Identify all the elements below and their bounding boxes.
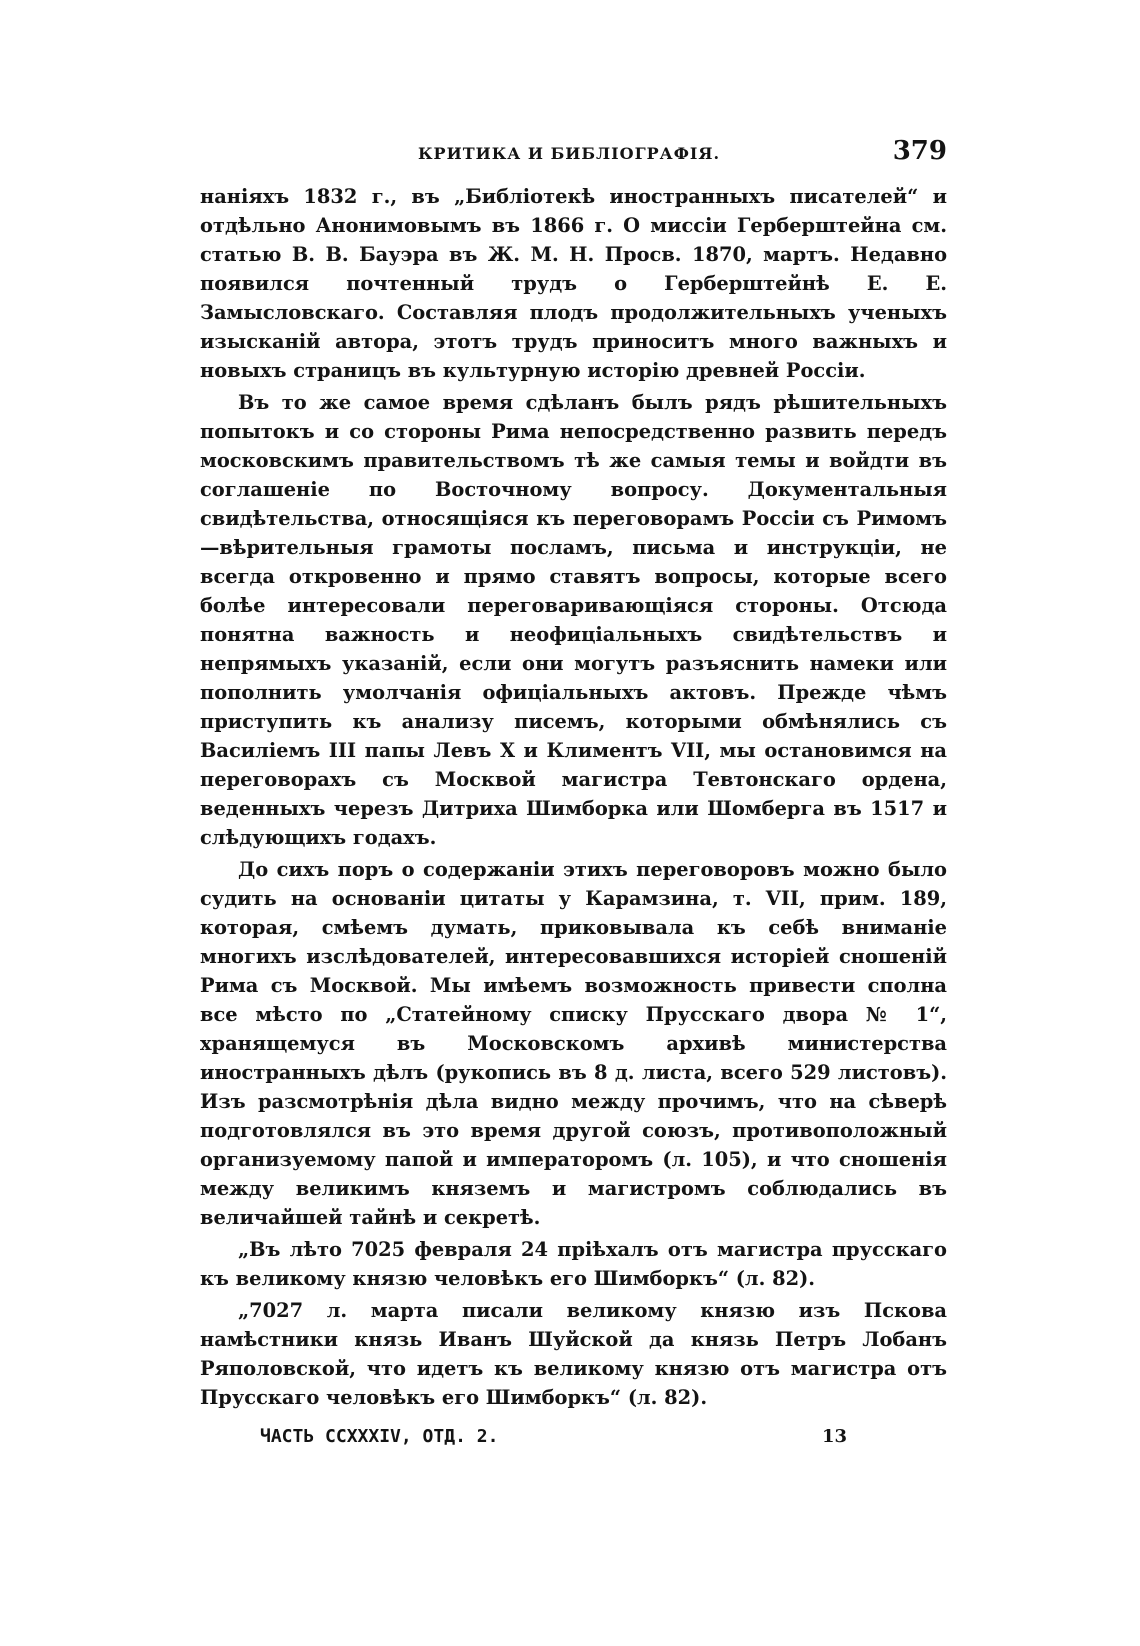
page-footer	[200, 1420, 947, 1452]
paragraph-rome-negotiations: Въ то же самое время сдѣланъ былъ рядъ рѣшительныхъ попытокъ и со стороны Рима непосредственно развить передъ московскимъ правительствомъ тѣ же самыя темы и войдти въ соглашеніе по Восточному вопросу. Документальныя свидѣтельства, относящіяся къ переговорамъ Россіи съ Римомъ—вѣрительныя грамоты посламъ, письма и инструкціи, не всегда откровенно и прямо ставятъ вопросы, которые всего болѣе интересовали переговаривающіяся стороны. Отсюда понятна важность и неофиціальныхъ свидѣтельствъ и непрямыхъ указаній, если они могутъ разъяснить намеки или пополнить умолчанія офиціальныхъ актовъ. Прежде чѣмъ приступить къ анализу писемъ, которыми обмѣнялись съ Василіемъ III папы Левъ X и Климентъ VII, мы остановимся на переговорахъ съ Москвой магистра Тевтонскаго ордена, веденныхъ черезъ Дитриха Шимборка или Шомберга въ 1517 и слѣдующихъ годахъ.	[200, 391, 947, 849]
page-body	[200, 130, 947, 1452]
paragraph-quote-7027: „7027 л. марта писали великому князю изъ Пскова намѣстники князь Иванъ Шуйской да князь Петръ Лобанъ Ряполовской, что идетъ къ великому князю отъ магистра отъ Прусскаго человѣкъ его Шимборкъ“ (л. 82).	[200, 1299, 947, 1409]
paragraph-karamzin-citation: До сихъ поръ о содержаніи этихъ переговоровъ можно было судить на основаніи цитаты у Карамзина, т. VII, прим. 189, которая, смѣемъ думать, приковывала къ себѣ вниманіе многихъ изслѣдователей, интересовавшихся исторіей сношеній Рима съ Москвой. Мы имѣемъ возможность привести сполна все мѣсто по „Статейному списку Прусскаго двора № 1“, хранящемуся въ Московскомъ архивѣ министерства иностранныхъ дѣлъ (рукопись въ 8 д. листа, всего 529 листовъ). Изъ разсмотрѣнія дѣла видно между прочимъ, что на сѣверѣ подготовлялся въ это время другой союзъ, противоположный организуемому папой и императоромъ (л. 105), и что сношенія между великимъ княземъ и магистромъ соблюдались въ величайшей тайнѣ и секретѣ.	[200, 858, 947, 1229]
running-head	[200, 130, 947, 170]
footer-signature: ЧАСТЬ CCXXXIV, ОТД. 2.	[260, 1426, 499, 1447]
running-head-title: КРИТИКА И БИБЛІОГРАФІЯ.	[418, 144, 721, 163]
page-number: 379	[892, 136, 947, 166]
footer-sheet-number: 13	[822, 1426, 848, 1447]
paragraph-quote-7025: „Въ лѣто 7025 февраля 24 пріѣхалъ отъ магистра прусскаго къ великому князю человѣкъ его Шимборкъ“ (л. 82).	[200, 1238, 947, 1290]
paragraph-continuation: наніяхъ 1832 г., въ „Библіотекѣ иностранныхъ писателей“ и отдѣльно Анонимовымъ въ 1866 г. О миссіи Герберштейна см. статью В. В. Бауэра въ Ж. М. Н. Просв. 1870, мартъ. Недавно появился почтенный трудъ о Герберштейнѣ Е. Е. Замысловскаго. Составляя плодъ продолжительныхъ ученыхъ изысканій автора, этотъ трудъ приноситъ много важныхъ и новыхъ страницъ въ культурную исторію древней Россіи.	[200, 185, 947, 382]
